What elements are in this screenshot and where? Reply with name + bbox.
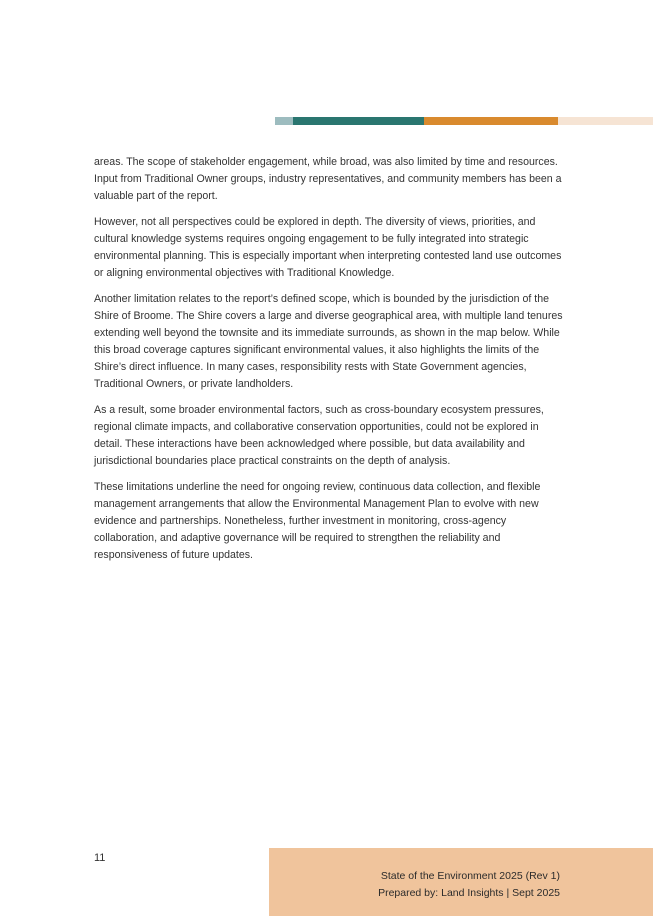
- paragraph: However, not all perspectives could be explored in depth. The diversity of views, priorities, and cultural knowledge systems requires ongoing engagement to be fully integrated into strategic environmental planning. This is especially important when interpreting contested land use outcomes or aligning environmental objectives with Traditional Knowledge.: [94, 216, 562, 279]
- body-text: [94, 154, 564, 573]
- accent-segment-peach: [558, 117, 653, 125]
- page-number: 11: [94, 852, 106, 864]
- accent-segment-orange: [424, 117, 558, 125]
- prepared-by: Prepared by: Land Insights | Sept 2025: [378, 887, 560, 899]
- document-title: State of the Environment 2025 (Rev 1): [380, 870, 560, 882]
- accent-segment-light-teal: [275, 117, 293, 125]
- paragraph: As a result, some broader environmental factors, such as cross-boundary ecosystem pressures, regional climate impacts, and collaborative conservation opportunities, could not be explored in detail. These interactions have been acknowledged where possible, but data availability and jurisdictional boundaries place practical constraints on the depth of analysis.: [94, 404, 544, 467]
- footer-text: [378, 868, 560, 902]
- accent-segment-teal: [293, 117, 424, 125]
- paragraph: These limitations underline the need for ongoing review, continuous data collection, and flexible management arrangements that allow the Environmental Management Plan to evolve with new evidence and partnerships. Nonetheless, further investment in monitoring, cross-agency collaboration, and adaptive governance will be required to strengthen the reliability and responsiveness of future updates.: [94, 481, 541, 561]
- paragraph: areas. The scope of stakeholder engagement, while broad, was also limited by time and resources. Input from Traditional Owner groups, industry representatives, and community members has been a valuable part of the report.: [94, 156, 562, 202]
- paragraph: Another limitation relates to the report’s defined scope, which is bounded by the jurisdiction of the Shire of Broome. The Shire covers a large and diverse geographical area, with multiple land tenures extending well beyond the townsite and its immediate surrounds, as shown in the map below. While this broad coverage captures significant environmental values, it also highlights the limits of the Shire’s direct influence. In many cases, responsibility rests with State Government agencies, Traditional Owners, or private landholders.: [94, 293, 563, 390]
- footer-panel: [269, 848, 653, 916]
